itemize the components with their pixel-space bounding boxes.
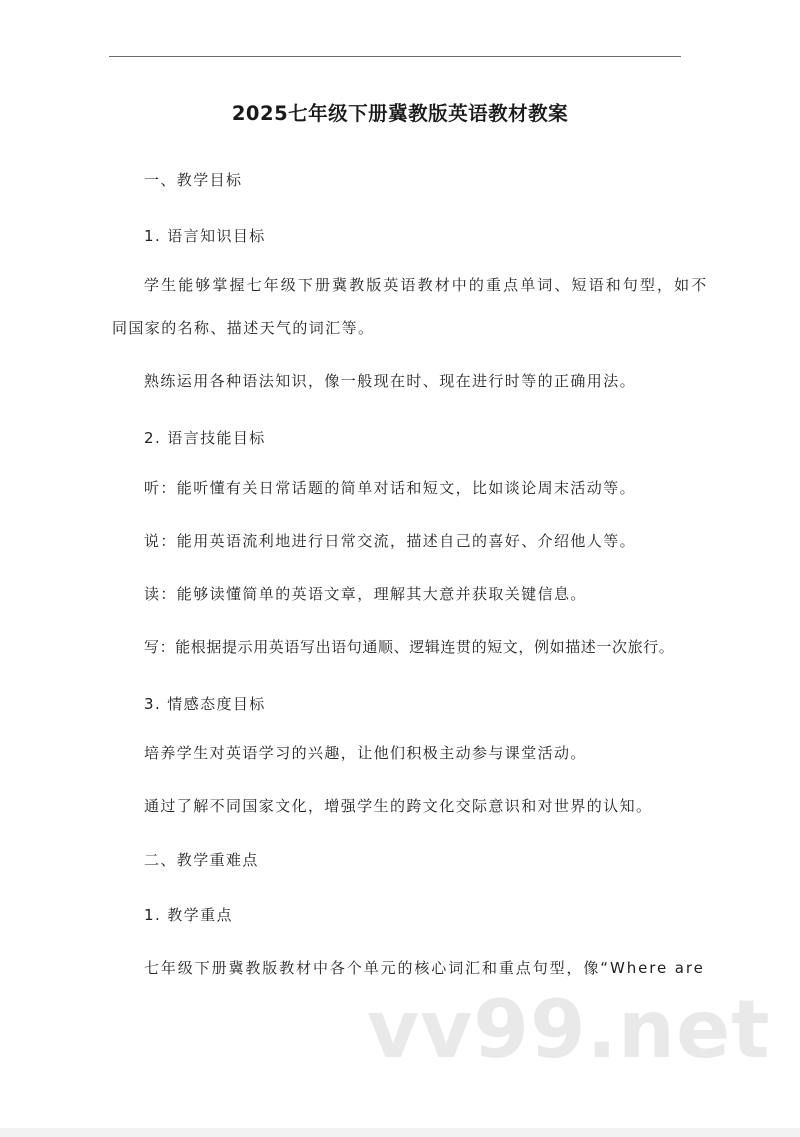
paragraph-line: 通过了解不同国家文化，增强学生的跨文化交际意识和对世界的认知。: [144, 797, 653, 815]
document-title: 2025七年级下册冀教版英语教材教案: [231, 102, 569, 125]
paragraph-line: 说：能用英语流利地进行日常交流，描述自己的喜好、介绍他人等。: [144, 532, 637, 550]
paragraph-line: 写：能根据提示用英语写出语句通顺、逻辑连贯的短文，例如描述一次旅行。: [144, 638, 675, 656]
section-heading: 二、教学重难点: [144, 851, 259, 869]
paragraph-line: 七年级下册冀教版教材中各个单元的核心词汇和重点句型，像“Where are: [144, 959, 705, 977]
paragraph-line: 同国家的名称、描述天气的词汇等。: [112, 319, 375, 337]
paragraph-line: 熟练运用各种语法知识，像一般现在时、现在进行时等的正确用法。: [144, 372, 637, 390]
header-rule: [109, 56, 681, 57]
subsection-heading: 3. 情感态度目标: [144, 695, 266, 713]
paragraph-line: 培养学生对英语学习的兴趣，让他们积极主动参与课堂活动。: [144, 744, 587, 762]
watermark: vv99.net: [367, 983, 771, 1076]
page-bottom-edge: [0, 1128, 800, 1137]
paragraph-line: 听：能听懂有关日常话题的简单对话和短文，比如谈论周末活动等。: [144, 479, 637, 497]
paragraph-line: 学生能够掌握七年级下册冀教版英语教材中的重点单词、短语和句型，如不: [144, 276, 709, 294]
subsection-heading: 2. 语言技能目标: [144, 429, 266, 447]
subsection-heading: 1. 语言知识目标: [144, 227, 266, 245]
section-heading: 一、教学目标: [144, 171, 243, 189]
paragraph-line: 读：能够读懂简单的英语文章，理解其大意并获取关键信息。: [144, 585, 587, 603]
subsection-heading: 1. 教学重点: [144, 906, 233, 924]
